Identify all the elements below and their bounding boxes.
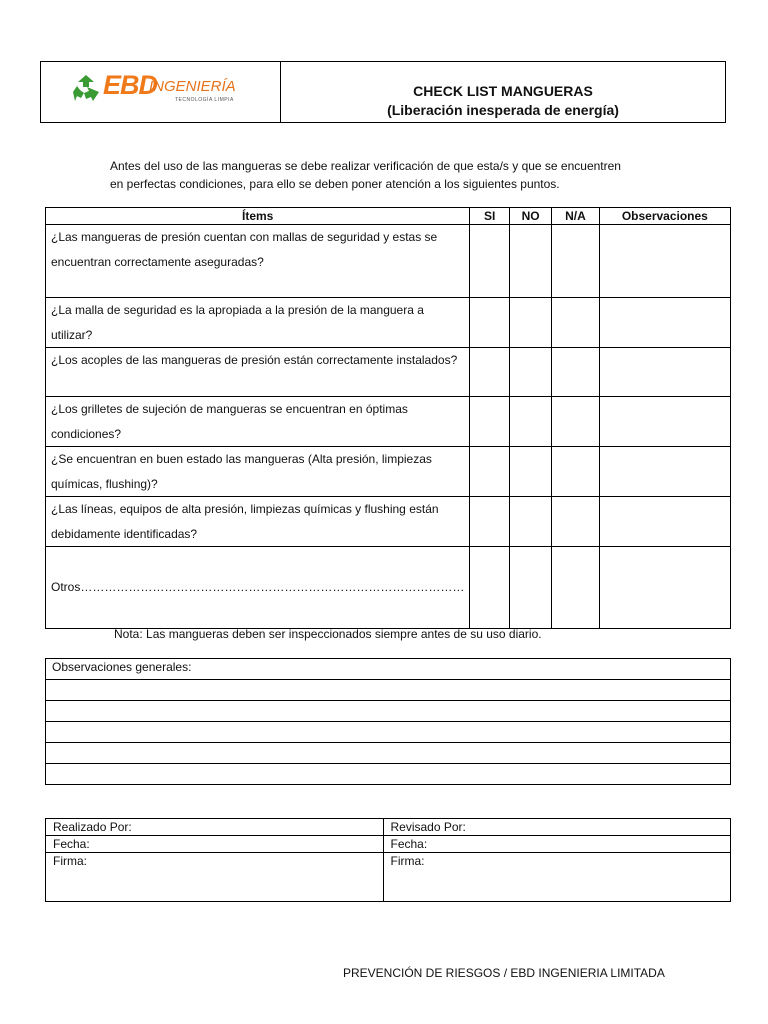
table-row: [46, 348, 731, 397]
si-cell[interactable]: [470, 397, 510, 447]
observations-line: [46, 743, 731, 764]
na-cell[interactable]: [552, 397, 600, 447]
item-text: ¿Las líneas, equipos de alta presión, limpiezas químicas y flushing están debidamente identificadas?: [46, 497, 470, 547]
revisado-por-field[interactable]: Revisado Por:: [383, 819, 731, 836]
document-subtitle: (Liberación inesperada de energía): [387, 102, 619, 118]
header-no: NO: [510, 208, 552, 225]
logo-ebd-text: EBD: [103, 70, 158, 100]
no-cell[interactable]: [510, 348, 552, 397]
logo-cell: [41, 62, 281, 122]
general-observations-table: [45, 658, 731, 785]
si-cell[interactable]: [470, 348, 510, 397]
si-cell[interactable]: [470, 447, 510, 497]
observaciones-cell[interactable]: [599, 547, 730, 629]
table-row: [46, 298, 731, 348]
na-cell[interactable]: [552, 547, 600, 629]
header-na: N/A: [552, 208, 600, 225]
signature-table: [45, 818, 731, 902]
observaciones-cell[interactable]: [599, 397, 730, 447]
no-cell[interactable]: [510, 225, 552, 298]
firma-field-right[interactable]: Firma:: [383, 853, 731, 902]
company-logo: [69, 70, 269, 110]
table-row: [46, 225, 731, 298]
intro-line-1: Antes del uso de las mangueras se debe realizar verificación de que esta/s y que se encuentren: [110, 159, 621, 173]
item-text: ¿Los grilletes de sujeción de mangueras se encuentran en óptimas condiciones?: [46, 397, 470, 447]
page-footer: PREVENCIÓN DE RIESGOS / EBD INGENIERIA LIMITADA: [343, 966, 665, 980]
signature-row: [46, 819, 731, 836]
firma-field-left[interactable]: Firma:: [46, 853, 384, 902]
otros-text: Otros……………………………………………………………………………………: [46, 547, 470, 629]
na-cell[interactable]: [552, 497, 600, 547]
observations-line: [46, 722, 731, 743]
observations-label-row: [46, 659, 731, 680]
no-cell[interactable]: [510, 447, 552, 497]
logo-tagline: TECNOLOGÍA LIMPIA: [175, 97, 234, 103]
observaciones-cell[interactable]: [599, 497, 730, 547]
observations-line: [46, 764, 731, 785]
na-cell[interactable]: [552, 298, 600, 348]
header-observaciones: Observaciones: [599, 208, 730, 225]
na-cell[interactable]: [552, 225, 600, 298]
item-text: ¿La malla de seguridad es la apropiada a la presión de la manguera a utilizar?: [46, 298, 470, 348]
observations-line: [46, 701, 731, 722]
observations-input[interactable]: [46, 701, 731, 722]
observaciones-cell[interactable]: [599, 348, 730, 397]
document-header: [40, 61, 726, 123]
observations-input[interactable]: [46, 722, 731, 743]
checklist-header-row: [46, 208, 731, 225]
table-row-otros: [46, 547, 731, 629]
observaciones-cell[interactable]: [599, 447, 730, 497]
fecha-field-right[interactable]: Fecha:: [383, 836, 731, 853]
logo-ingenieria-text: INGENIERÍA: [149, 78, 236, 95]
document-title: CHECK LIST MANGUERAS: [413, 83, 593, 99]
table-row: [46, 397, 731, 447]
no-cell[interactable]: [510, 497, 552, 547]
intro-line-2: en perfectas condiciones, para ello se deben poner atención a los siguientes puntos.: [110, 177, 560, 191]
observations-input[interactable]: [46, 680, 731, 701]
si-cell[interactable]: [470, 298, 510, 348]
na-cell[interactable]: [552, 348, 600, 397]
na-cell[interactable]: [552, 447, 600, 497]
si-cell[interactable]: [470, 547, 510, 629]
item-text: ¿Se encuentran en buen estado las mangueras (Alta presión, limpiezas químicas, flushing)?: [46, 447, 470, 497]
date-row: [46, 836, 731, 853]
observaciones-cell[interactable]: [599, 225, 730, 298]
table-row: [46, 497, 731, 547]
title-cell: [281, 62, 725, 122]
header-si: SI: [470, 208, 510, 225]
recycle-icon: [69, 72, 103, 106]
no-cell[interactable]: [510, 547, 552, 629]
no-cell[interactable]: [510, 298, 552, 348]
observations-line: [46, 680, 731, 701]
observations-input[interactable]: [46, 743, 731, 764]
header-items: Ítems: [46, 208, 470, 225]
firma-row: [46, 853, 731, 902]
table-row: [46, 447, 731, 497]
fecha-field-left[interactable]: Fecha:: [46, 836, 384, 853]
checklist-table: [45, 207, 731, 629]
realizado-por-field[interactable]: Realizado Por:: [46, 819, 384, 836]
no-cell[interactable]: [510, 397, 552, 447]
si-cell[interactable]: [470, 225, 510, 298]
item-text: ¿Los acoples de las mangueras de presión están correctamente instalados?: [46, 348, 470, 397]
observations-label: Observaciones generales:: [46, 659, 731, 680]
item-text: ¿Las mangueras de presión cuentan con mallas de seguridad y estas se encuentran correctamente aseguradas?: [46, 225, 470, 298]
si-cell[interactable]: [470, 497, 510, 547]
note-text: Nota: Las mangueras deben ser inspeccionados siempre antes de su uso diario.: [114, 627, 542, 641]
observations-input[interactable]: [46, 764, 731, 785]
observaciones-cell[interactable]: [599, 298, 730, 348]
intro-paragraph: [110, 157, 690, 193]
